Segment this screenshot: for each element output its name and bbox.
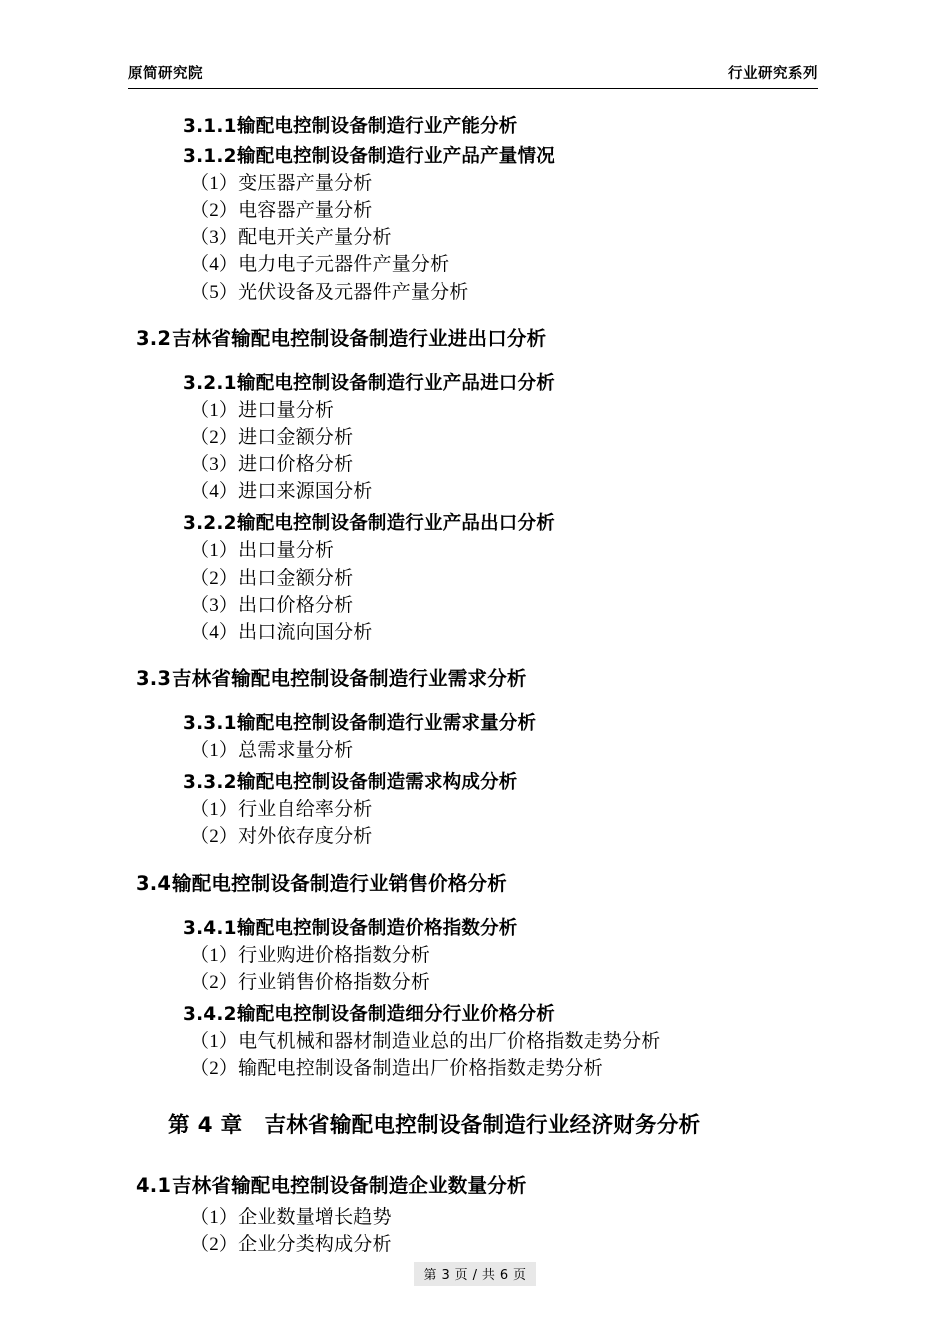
chapter-number: 第 4 章 <box>168 1113 243 1139</box>
heading-3-2 <box>128 323 828 351</box>
heading-number: 3.2.2 <box>183 513 237 535</box>
heading-3-1-1 <box>128 112 828 138</box>
heading-chapter-4 <box>128 1108 828 1139</box>
list-item: （1）变压器产量分析 <box>190 173 373 194</box>
heading-number: 3.3 <box>136 667 172 691</box>
heading-number: 3.4 <box>136 871 172 895</box>
heading-number: 3.4.2 <box>183 1003 237 1025</box>
heading-number: 3.2.1 <box>183 372 237 394</box>
list-item: （2）进口金额分析 <box>190 426 354 448</box>
heading-3-2-1 <box>128 369 828 395</box>
heading-3-3 <box>128 663 828 691</box>
heading-text: 输配电控制设备制造需求构成分析 <box>237 772 518 794</box>
list-item: （2）行业销售价格指数分析 <box>190 971 431 993</box>
list-item: （3）出口价格分析 <box>190 594 354 616</box>
list-item: （2）出口金额分析 <box>190 567 354 589</box>
header-right-text: 行业研究系列 <box>728 66 818 82</box>
list-item: （4）进口来源国分析 <box>190 481 373 503</box>
list-item: （2）输配电控制设备制造出厂价格指数走势分析 <box>190 1057 603 1079</box>
item-group-3-3-2 <box>128 796 828 850</box>
list-item: （4）出口流向国分析 <box>190 621 373 643</box>
heading-number: 3.2 <box>136 326 172 350</box>
chapter-title: 吉林省输配电控制设备制造行业经济财务分析 <box>264 1113 701 1139</box>
item-group-3-3-1 <box>128 737 828 764</box>
list-item: （1）进口量分析 <box>190 399 335 421</box>
heading-3-4-1 <box>128 914 828 940</box>
list-item: （5）光伏设备及元器件产量分析 <box>190 281 469 303</box>
heading-text: 输配电控制设备制造价格指数分析 <box>237 917 518 939</box>
list-item: （4）电力电子元器件产量分析 <box>190 254 450 276</box>
list-item: （2）电容器产量分析 <box>190 200 373 222</box>
heading-3-1-2 <box>128 142 828 168</box>
page-number-label: 第 3 页 / 共 6 页 <box>414 1262 537 1286</box>
header-left-text: 原简研究院 <box>128 66 203 82</box>
heading-text: 输配电控制设备制造行业产品出口分析 <box>237 513 555 535</box>
item-group-3-1-2 <box>128 170 828 306</box>
heading-3-4 <box>128 868 828 896</box>
heading-number: 3.3.1 <box>183 713 237 735</box>
list-item: （1）电气机械和器材制造业总的出厂价格指数走势分析 <box>190 1030 661 1052</box>
item-group-3-2-1 <box>128 397 828 506</box>
heading-text: 吉林省输配电控制设备制造行业进出口分析 <box>172 326 547 350</box>
item-group-3-4-1 <box>128 942 828 996</box>
heading-text: 输配电控制设备制造行业产品进口分析 <box>237 372 555 394</box>
heading-text: 吉林省输配电控制设备制造行业需求分析 <box>172 667 527 691</box>
heading-3-3-1 <box>128 709 828 735</box>
heading-text: 输配电控制设备制造行业产品产量情况 <box>237 146 555 167</box>
list-item: （2）对外依存度分析 <box>190 826 373 848</box>
item-group-3-2-2 <box>128 537 828 646</box>
heading-number: 3.3.2 <box>183 772 237 794</box>
heading-text: 输配电控制设备制造细分行业价格分析 <box>237 1003 555 1025</box>
page-header <box>128 62 818 89</box>
heading-4-1 <box>128 1170 828 1198</box>
page-footer <box>0 1262 950 1286</box>
heading-number: 3.1.1 <box>183 116 237 137</box>
heading-text: 输配电控制设备制造行业产能分析 <box>237 116 518 137</box>
list-item: （2）企业分类构成分析 <box>190 1234 392 1256</box>
list-item: （3）进口价格分析 <box>190 454 354 476</box>
item-group-3-4-2 <box>128 1028 828 1082</box>
list-item: （1）总需求量分析 <box>190 740 354 762</box>
heading-text: 吉林省输配电控制设备制造企业数量分析 <box>172 1174 527 1198</box>
heading-text: 输配电控制设备制造行业销售价格分析 <box>172 871 507 895</box>
heading-number: 3.4.1 <box>183 917 237 939</box>
list-item: （3）配电开关产量分析 <box>190 227 392 249</box>
heading-text: 输配电控制设备制造行业需求量分析 <box>237 713 537 735</box>
heading-3-3-2 <box>128 768 828 794</box>
heading-number: 3.1.2 <box>183 146 237 167</box>
heading-number: 4.1 <box>136 1174 172 1198</box>
heading-3-4-2 <box>128 1000 828 1026</box>
list-item: （1）行业自给率分析 <box>190 799 373 821</box>
list-item: （1）行业购进价格指数分析 <box>190 944 431 966</box>
list-item: （1）企业数量增长趋势 <box>190 1207 392 1229</box>
item-group-4-1 <box>128 1204 828 1258</box>
toc-body <box>128 108 828 1260</box>
list-item: （1）出口量分析 <box>190 540 335 562</box>
heading-3-2-2 <box>128 509 828 535</box>
